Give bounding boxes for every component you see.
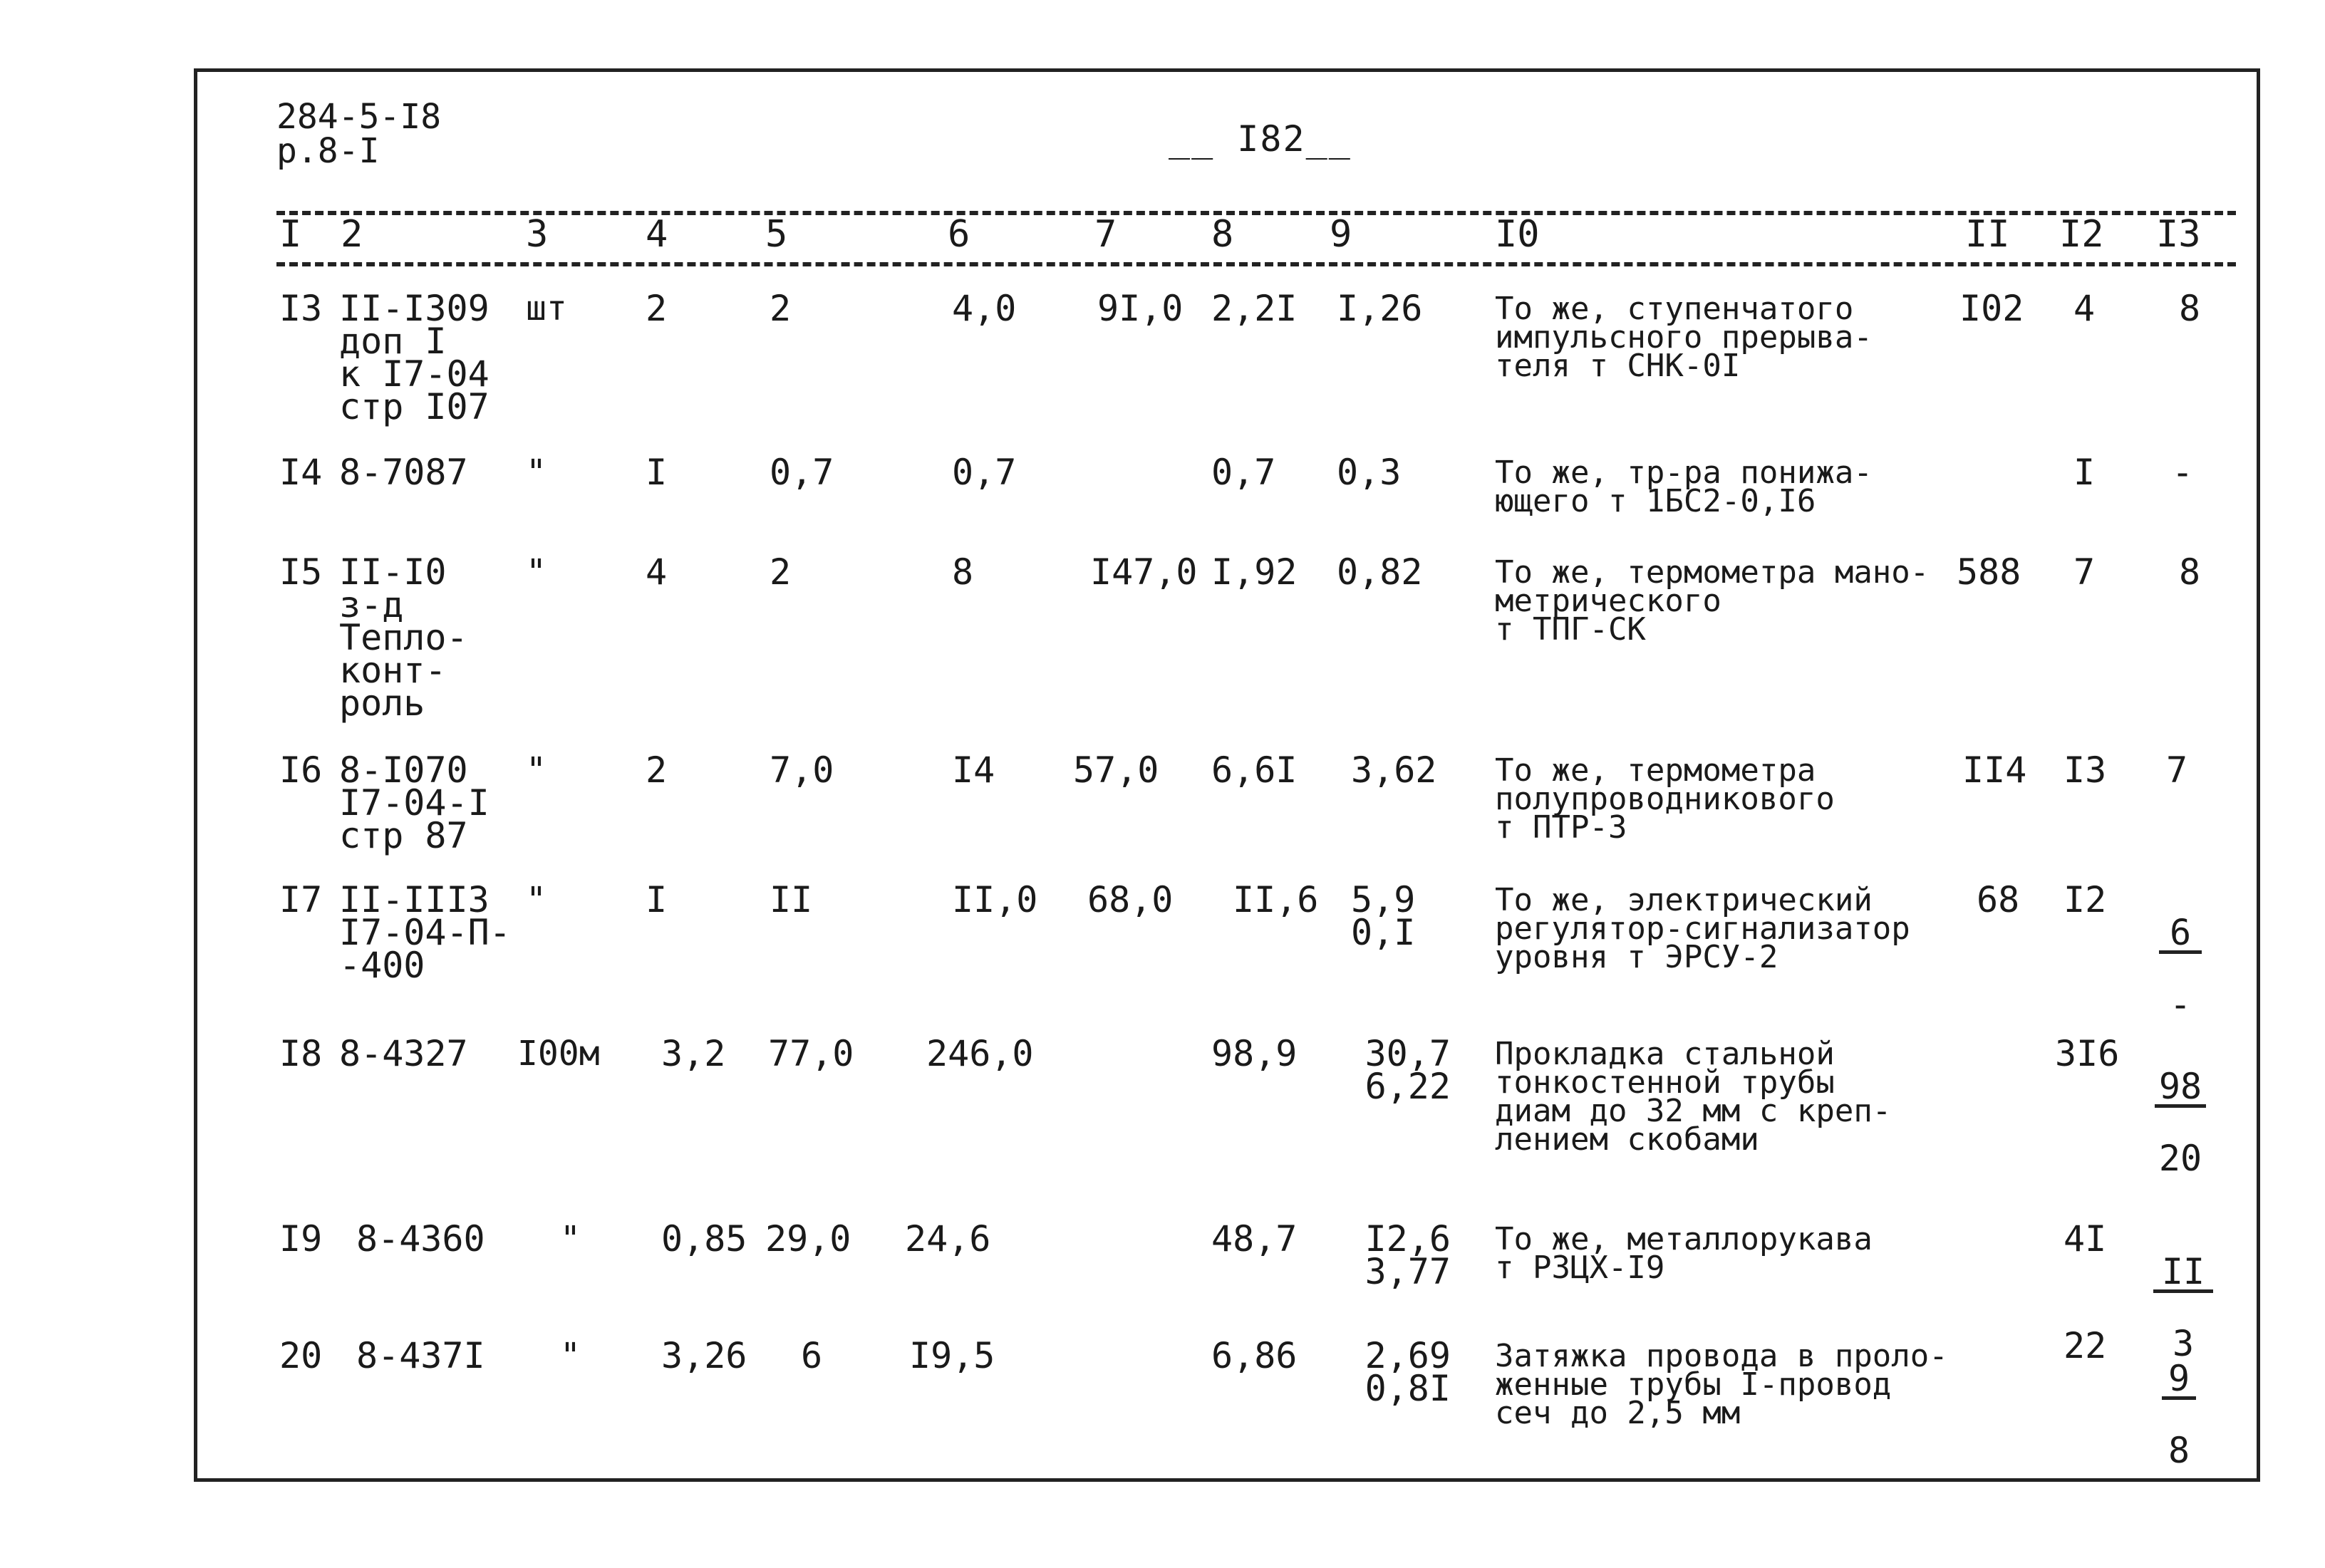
quantity: 2 (646, 288, 668, 329)
col9-value: 0,82 (1337, 551, 1423, 593)
norm-code: 8-I070 I7-04-I стр 87 (339, 749, 490, 856)
norm-code: II-I0 з-д Тепло- конт- роль (339, 551, 468, 724)
col-header-3: 3 (526, 213, 549, 256)
col5-value: 77,0 (768, 1033, 854, 1074)
col12-value: 7 (2073, 551, 2096, 593)
col8-value: 2,2I (1211, 288, 1298, 329)
unit: " (526, 880, 547, 920)
col13-fraction (2162, 1329, 2196, 1500)
col13-fraction (2155, 1037, 2206, 1208)
unit: " (526, 750, 547, 790)
quantity: 0,85 (661, 1218, 747, 1260)
col6-value: I9,5 (909, 1335, 995, 1376)
unit: шт (526, 289, 567, 328)
norm-code: 8-4327 (339, 1033, 468, 1074)
row-num: I4 (279, 452, 323, 493)
col12-value: 3I6 (2055, 1033, 2120, 1074)
col-header-1: I (279, 213, 302, 256)
norm-code: 8-437I (356, 1335, 485, 1376)
row-num: I7 (279, 879, 323, 920)
col12-value: I (2073, 452, 2096, 493)
fraction-denominator: - (2169, 984, 2192, 1025)
col13-value: 7 (2166, 749, 2188, 791)
col6-value: 8 (952, 551, 974, 593)
col-header-10: I0 (1495, 213, 1540, 256)
col9-value: 3,62 (1351, 749, 1437, 791)
col5-value: 7,0 (770, 749, 834, 791)
fraction-denominator: 20 (2158, 1138, 2202, 1179)
col5-value: 0,7 (770, 452, 834, 493)
col13-value: 8 (2179, 288, 2201, 329)
col9-value: 30,7 6,22 (1365, 1033, 1451, 1107)
header-rule-bottom (276, 262, 2236, 266)
col-header-7: 7 (1094, 213, 1117, 256)
col12-value: 4I (2063, 1218, 2107, 1260)
col8-value: 0,7 (1211, 452, 1276, 493)
document-code (276, 97, 442, 171)
unit: " (560, 1336, 581, 1376)
col11-value: 68 (1977, 879, 2020, 920)
col9-value: I2,6 3,77 (1365, 1218, 1451, 1292)
col6-value: 24,6 (905, 1218, 991, 1260)
col7-value: 9I,0 (1097, 288, 1184, 329)
col8-value: 98,9 (1211, 1033, 1298, 1074)
col-header-11: II (1965, 213, 2010, 256)
col7-value: I47,0 (1090, 551, 1198, 593)
col8-value: II,6 (1233, 879, 1319, 920)
col-header-4: 4 (646, 213, 668, 256)
col11-value: I02 (1959, 288, 2024, 329)
col8-value: 6,6I (1211, 749, 1298, 791)
col7-value: 68,0 (1087, 879, 1174, 920)
row-num: I5 (279, 551, 323, 593)
fraction-denominator: 3 (2172, 1323, 2195, 1364)
work-description: То же, ступенчатого импульсного прерыва- теля т СНК-0I (1495, 291, 1873, 384)
col6-value: 0,7 (952, 452, 1017, 493)
col11-value: 588 (1957, 551, 2021, 593)
fraction-numerator: 9 (2162, 1362, 2196, 1400)
col-header-9: 9 (1330, 213, 1352, 256)
col13-value: 8 (2179, 551, 2201, 593)
col9-value: 5,9 0,I (1351, 879, 1416, 953)
col-header-6: 6 (948, 213, 970, 256)
work-description: То же, металлорукава т РЗЦХ-I9 (1495, 1221, 1873, 1286)
col6-value: 246,0 (926, 1033, 1034, 1074)
col12-value: 4 (2073, 288, 2096, 329)
col5-value: 6 (801, 1335, 823, 1376)
row-num: 20 (279, 1335, 323, 1376)
col11-value: II4 (1962, 749, 2027, 791)
col12-value: I2 (2063, 879, 2107, 920)
col-header-2: 2 (341, 213, 363, 256)
quantity: I (646, 452, 668, 493)
doc-code-line-2: р.8-I (276, 131, 380, 171)
unit: I00м (517, 1034, 600, 1074)
fraction-numerator: 6 (2159, 916, 2202, 954)
col9-value: 2,69 0,8I (1365, 1335, 1451, 1409)
col9-value: 0,3 (1337, 452, 1402, 493)
col13-value: - (2172, 452, 2194, 493)
norm-code: II-I309 доп I к I7-04 стр I07 (339, 288, 490, 427)
col13-fraction (2159, 883, 2202, 1054)
unit: " (526, 552, 547, 592)
row-num: I9 (279, 1218, 323, 1260)
col-header-8: 8 (1211, 213, 1234, 256)
col12-value: 22 (2063, 1325, 2107, 1366)
col5-value: 2 (770, 288, 792, 329)
work-description: То же, термометра полупроводникового т ПТР-3 (1495, 752, 1835, 846)
norm-code: II-III3 I7-04-П- -400 (339, 879, 511, 986)
work-description: То же, электрический регулятор-сигнализатор уровня т ЭРСУ-2 (1495, 882, 1910, 975)
work-description: Затяжка провода в проло- женные трубы I-провод сеч до 2,5 мм (1495, 1338, 1948, 1431)
col8-value: I,92 (1211, 551, 1298, 593)
quantity: 3,2 (661, 1033, 726, 1074)
row-num: I3 (279, 288, 323, 329)
header-rule-top (276, 211, 2236, 215)
col5-value: 29,0 (765, 1218, 851, 1260)
quantity: 3,26 (661, 1335, 747, 1376)
col-header-13: I3 (2156, 213, 2201, 256)
col6-value: II,0 (952, 879, 1038, 920)
quantity: 2 (646, 749, 668, 791)
page-number: __ I82__ (1169, 118, 1352, 160)
col7-value: 57,0 (1073, 749, 1159, 791)
work-description: То же, тр-ра понижа- ющего т 1БС2-0,I6 (1495, 455, 1873, 519)
col12-value: I3 (2063, 749, 2107, 791)
col-header-12: I2 (2059, 213, 2104, 256)
quantity: 4 (646, 551, 668, 593)
col8-value: 48,7 (1211, 1218, 1298, 1260)
row-num: I6 (279, 749, 323, 791)
unit: " (560, 1219, 581, 1259)
unit: " (526, 452, 547, 492)
col5-value: 2 (770, 551, 792, 593)
work-description: Прокладка стальной тонкостенной трубы диам до 32 мм с креп- лением скобами (1495, 1036, 1892, 1158)
col-header-5: 5 (765, 213, 788, 256)
fraction-denominator: 8 (2168, 1430, 2190, 1471)
col8-value: 6,86 (1211, 1335, 1298, 1376)
norm-code: 8-4360 (356, 1218, 485, 1260)
fraction-numerator: 98 (2155, 1070, 2206, 1108)
col6-value: I4 (952, 749, 995, 791)
doc-code-line-1: 284-5-I8 (276, 97, 442, 137)
row-num: I8 (279, 1033, 323, 1074)
col5-value: II (770, 879, 813, 920)
work-description: То же, термометра мано- метрического т ТПГ-СК (1495, 554, 1930, 648)
fraction-numerator: II (2153, 1255, 2213, 1293)
norm-code: 8-7087 (339, 452, 468, 493)
col9-value: I,26 (1337, 288, 1423, 329)
col6-value: 4,0 (952, 288, 1017, 329)
quantity: I (646, 879, 668, 920)
